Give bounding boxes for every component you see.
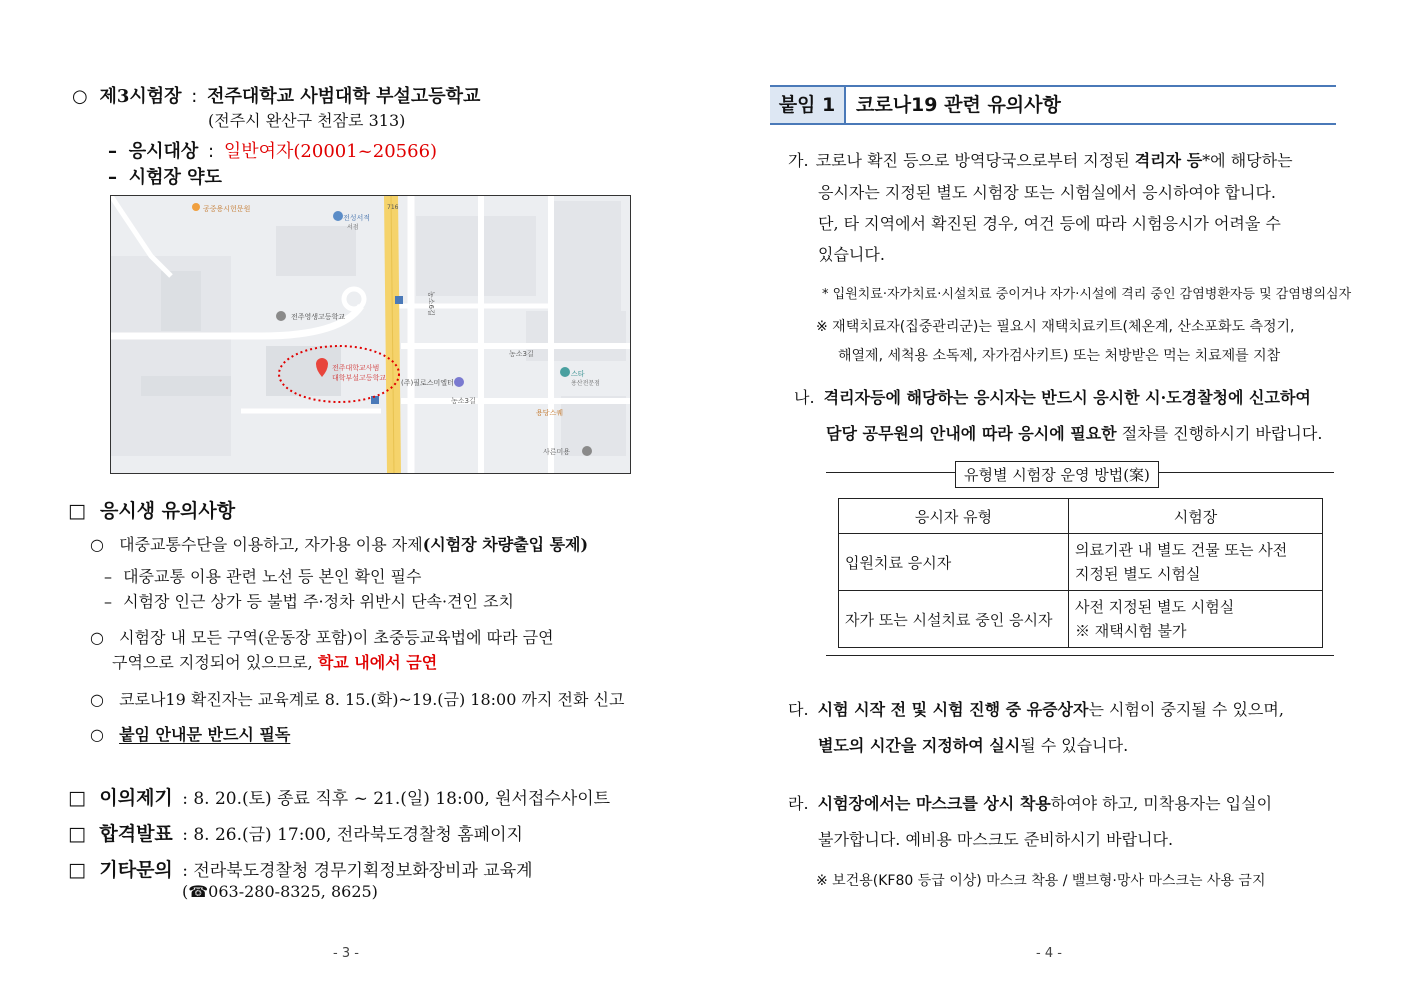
notice-underlined: 붙임 안내문 반드시 필독	[119, 725, 291, 744]
box-bullet: □	[68, 500, 86, 522]
ops-bottom-rule	[826, 655, 1334, 656]
ra-bold: 시험장에서는 마스크를 상시 착용	[817, 794, 1051, 813]
notice-text: 대중교통 이용 관련 노선 등 본인 확인 필수	[123, 567, 422, 586]
notice-item-5	[90, 687, 624, 710]
ga-note-2: 해열제, 세척용 소독제, 자가검사키트) 또는 처방받은 먹는 치료제를 지참	[838, 348, 1281, 364]
na-line-1	[794, 385, 1311, 408]
svg-text:스타: 스타	[571, 370, 585, 378]
result-value: : 8. 26.(금) 17:00, 전라북도경찰청 홈페이지	[182, 825, 523, 845]
svg-text:공중용시헌문원: 공중용시헌문원	[203, 205, 251, 213]
item-mark: 나.	[794, 388, 815, 407]
table-row	[839, 534, 1323, 591]
notice-title: 응시생 유의사항	[100, 500, 236, 522]
item-mark: 가.	[788, 151, 809, 170]
site-line: 사전 지정된 별도 시험실	[1075, 598, 1235, 616]
type-cell: 자가 또는 시설치료 중인 응시자	[839, 591, 1069, 648]
ga-line-4: 있습니다.	[818, 245, 885, 264]
target-value: 일반여자(20001~20566)	[223, 141, 438, 162]
da-text: 는 시험이 중지될 수 있으며,	[1088, 700, 1284, 719]
sep: :	[191, 86, 198, 107]
site-cell	[1069, 591, 1323, 648]
box-bullet: □	[68, 823, 86, 845]
page-number-left: - 3 -	[333, 946, 359, 961]
site-line: ※ 재택시험 불가	[1075, 622, 1187, 640]
bullet: ○	[90, 535, 104, 554]
notice-item-4b	[112, 650, 437, 673]
inquiry-label: 기타문의	[99, 859, 173, 881]
ra-line-1	[788, 791, 1272, 814]
inquiry-value: : 전라북도경찰청 경무기획정보화장비과 교육계	[182, 861, 533, 881]
attachment-number: 붙임 1	[770, 87, 846, 123]
notice-text: 대중교통수단을 이용하고, 자가용 이용 자제	[119, 535, 423, 554]
ga-line-3: 단, 타 지역에서 확진된 경우, 여건 등에 따라 시험응시가 어려울 수	[818, 214, 1281, 233]
target-line	[108, 137, 437, 163]
da-line-1	[788, 697, 1284, 720]
map-heading-label: 시험장 약도	[128, 167, 222, 188]
svg-text:전성서적: 전성서적	[343, 214, 371, 222]
item-mark: 라.	[788, 794, 809, 813]
notice-item-2	[104, 564, 421, 587]
notice-item-3	[104, 589, 514, 612]
notice-item-6	[90, 722, 290, 745]
dash: –	[104, 567, 112, 586]
ga-bold: 격리자 등	[1134, 151, 1203, 170]
svg-text:농소6길: 농소6길	[427, 291, 435, 316]
na-text: 절차를 진행하시기 바랍니다.	[1121, 424, 1323, 443]
dash: –	[104, 592, 112, 611]
page-number-right: - 4 -	[1036, 946, 1062, 961]
ops-caption: 유형별 시험장 운영 방법(案)	[955, 461, 1159, 488]
ga-line-1	[788, 148, 1293, 171]
table-header-row	[839, 499, 1323, 534]
map-heading	[108, 163, 222, 189]
na-line-2	[826, 421, 1322, 444]
site-line: 지정된 별도 시험실	[1075, 565, 1201, 583]
svg-text:전주대학교사범: 전주대학교사범	[332, 364, 380, 372]
da-bold: 별도의 시간을 지정하여 실시	[818, 736, 1021, 755]
inquiry-phone: (☎063-280-8325, 8625)	[182, 882, 378, 901]
map-canvas	[111, 196, 630, 473]
target-label: 응시대상	[128, 141, 199, 162]
ga-footnote: * 입원치료·자가치료·시설치료 중이거나 자가·시설에 격리 중인 감염병환자등 및 감염병의심자	[822, 287, 1352, 302]
da-line-2	[818, 733, 1128, 756]
svg-text:사른미용: 사른미용	[543, 448, 571, 456]
svg-text:(주)필로스미엘터: (주)필로스미엘터	[401, 379, 454, 387]
column-header: 시험장	[1069, 499, 1323, 534]
bullet: ○	[72, 86, 88, 107]
notice-text: 구역으로 지정되어 있으므로,	[112, 653, 313, 672]
ra-text: 하여야 하고, 미착용자는 입실이	[1050, 794, 1273, 813]
inquiry-line	[68, 855, 533, 882]
notice-text: 시험장 내 모든 구역(운동장 포함)이 초중등교육법에 따라 금연	[119, 628, 554, 647]
bullet: ○	[90, 690, 104, 709]
table-row	[839, 591, 1323, 648]
svg-text:전주영생고등학교: 전주영생고등학교	[291, 313, 346, 321]
svg-text:용산전문점: 용산전문점	[571, 380, 600, 387]
ga-text: *에 해당하는	[1202, 151, 1293, 170]
ga-line-2: 응시자는 지정된 별도 시험장 또는 시험실에서 응시하여야 합니다.	[818, 183, 1277, 202]
notice-bold: (시험장 차량출입 통제)	[422, 535, 589, 554]
item-mark: 다.	[788, 700, 809, 719]
venue-label: 제3시험장	[99, 86, 182, 107]
column-header: 응시자 유형	[839, 499, 1069, 534]
notice-red: 학교 내에서 금연	[317, 653, 438, 672]
ga-note-1: ※ 재택치료자(집중관리군)는 필요시 재택치료키트(체온계, 산소포화도 측정기,	[816, 319, 1295, 335]
notice-text: 코로나19 확진자는 교육계로 8. 15.(화)~19.(금) 18:00 까지 전화 신고	[119, 690, 625, 709]
svg-text:용당스퀘: 용당스퀘	[536, 409, 564, 417]
bullet: ○	[90, 725, 104, 744]
site-line: 의료기관 내 별도 건물 또는 사전	[1075, 541, 1288, 559]
ra-line-2: 불가합니다. 예비용 마스크도 준비하시기 바랍니다.	[818, 830, 1174, 849]
notice-item-1	[90, 532, 588, 555]
venue-name: 전주대학교 사범대학 부설고등학교	[207, 86, 481, 107]
na-bold: 격리자등에 해당하는 응시자는 반드시 응시한 시·도경찰청에 신고하여	[823, 388, 1311, 407]
objection-label: 이의제기	[99, 787, 173, 809]
type-cell: 입원치료 응시자	[839, 534, 1069, 591]
ra-note: ※ 보건용(KF80 등급 이상) 마스크 착용 / 밸브형·망사 마스크는 사용 금지	[816, 873, 1266, 889]
venue-address: (전주시 완산구 천잠로 313)	[208, 111, 406, 130]
result-line	[68, 819, 523, 846]
objection-value: : 8. 20.(토) 종료 직후 ~ 21.(일) 18:00, 원서접수사이트	[182, 789, 611, 809]
objection-line	[68, 783, 610, 810]
notice-heading	[68, 496, 235, 523]
notice-text: 시험장 인근 상가 등 불법 주·정차 위반시 단속·견인 조치	[123, 592, 514, 611]
sep: :	[208, 141, 215, 162]
svg-text:농소3길: 농소3길	[451, 397, 476, 405]
dash: –	[108, 167, 117, 188]
notice-item-4	[90, 625, 554, 648]
svg-text:서점: 서점	[347, 224, 359, 231]
venue-line	[72, 82, 480, 108]
na-bold: 담당 공무원의 안내에 따라 응시에 필요한	[826, 424, 1117, 443]
bullet: ○	[90, 628, 104, 647]
svg-text:농소3길: 농소3길	[509, 350, 534, 358]
svg-text:716: 716	[387, 204, 399, 211]
attachment-title-bar	[770, 85, 1336, 125]
ga-text: 코로나 확진 등으로 방역당국으로부터 지정된	[815, 151, 1130, 170]
venue-map[interactable]	[110, 195, 631, 474]
da-bold: 시험 시작 전 및 시험 진행 중 유증상자	[817, 700, 1089, 719]
box-bullet: □	[68, 787, 86, 809]
site-cell	[1069, 534, 1323, 591]
ops-table	[838, 498, 1323, 648]
box-bullet: □	[68, 859, 86, 881]
dash: –	[108, 141, 117, 162]
result-label: 합격발표	[99, 823, 173, 845]
svg-text:대학부설고등학교: 대학부설고등학교	[332, 374, 387, 382]
da-text: 될 수 있습니다.	[1020, 736, 1129, 755]
attachment-title: 코로나19 관련 유의사항	[856, 94, 1061, 116]
